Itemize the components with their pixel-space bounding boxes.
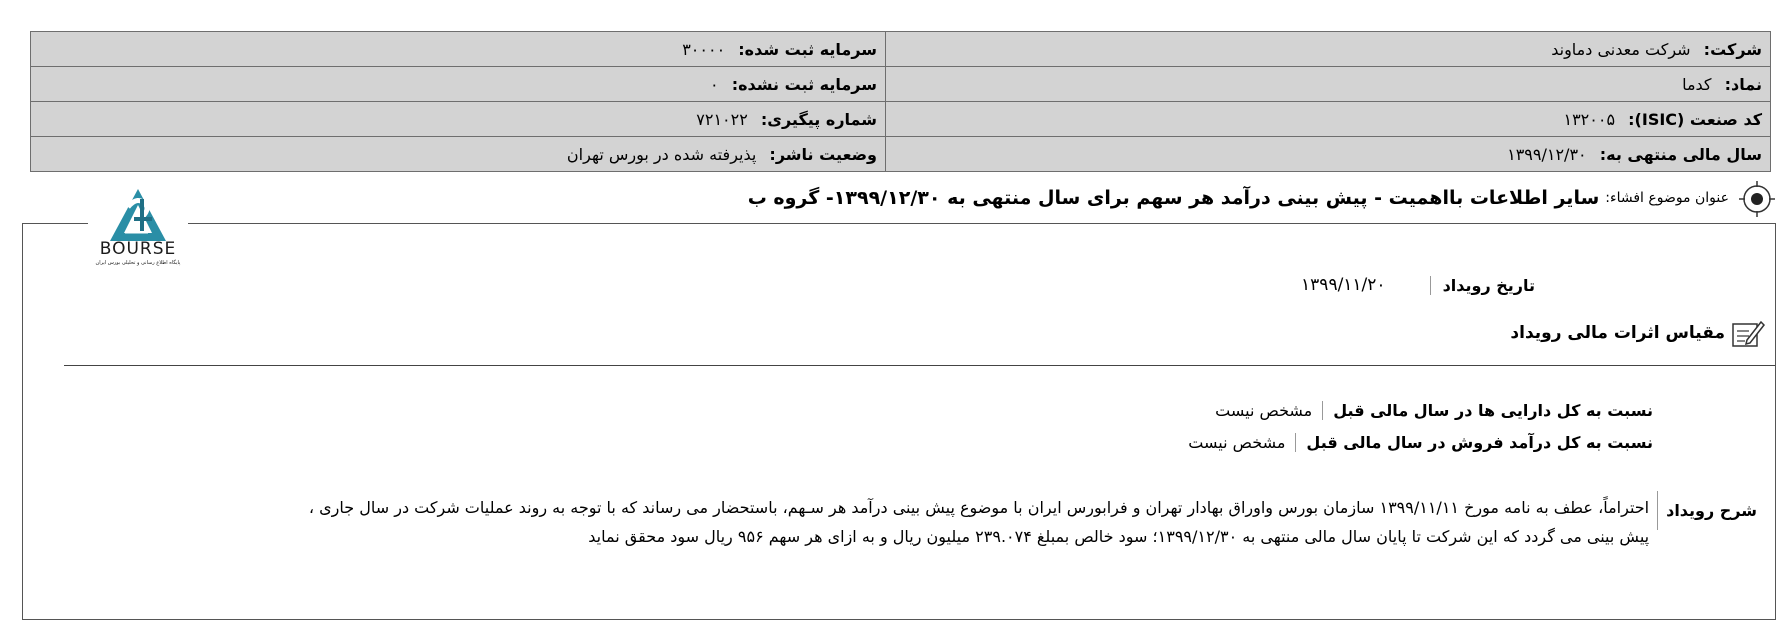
ratio-label: نسبت به کل دارایی ها در سال مالی قبل [1322, 401, 1653, 420]
symbol-label: نماد: [1724, 74, 1762, 94]
fiscal-year-cell [886, 137, 1771, 172]
ratio-row [1215, 401, 1653, 420]
info-row [31, 32, 1771, 67]
info-row [31, 67, 1771, 102]
bourse-logo [88, 185, 188, 265]
edit-note-icon [1731, 318, 1765, 348]
unregistered-capital-value: ۰ [710, 74, 719, 94]
event-description [309, 493, 1757, 551]
registered-capital-value: ۳۰۰۰۰ [682, 39, 726, 59]
symbol-value: کدما [1682, 74, 1712, 94]
registered-capital-cell [31, 32, 886, 67]
financial-impact-heading [1510, 318, 1765, 348]
logo-subtitle: پایگاه اطلاع رسانی و تحلیلی بورس ایران [95, 260, 181, 266]
isic-label: کد صنعت (ISIC): [1628, 109, 1762, 129]
logo-word: BOURSE [99, 239, 177, 259]
disclosure-subject [220, 175, 1729, 221]
ratio-row [1188, 433, 1653, 452]
description-line: احتراماً، عطف به نامه مورخ ۱۳۹۹/۱۱/۱۱ سازمان بورس واوراق بهادار تهران و فرابورس ایران با موضوع پیش بینی درآمد هر سـهم، باستحضار می رساند که با توجه به روند عملیات شرکت در سال جاری ، [308, 498, 1650, 517]
publisher-status-value: پذیرفته شده در بورس تهران [566, 144, 757, 164]
event-date-label: تاریخ رویداد [1430, 276, 1535, 295]
description-label: شرح رویداد [1657, 491, 1757, 530]
company-label: شرکت: [1703, 39, 1762, 59]
info-row [31, 102, 1771, 137]
target-icon [1739, 181, 1775, 217]
company-cell [886, 32, 1771, 67]
ratio-label: نسبت به کل درآمد فروش در سال مالی قبل [1295, 433, 1653, 452]
publisher-status-label: وضعیت ناشر: [769, 144, 877, 164]
info-row [31, 137, 1771, 172]
event-date-row [1301, 275, 1535, 295]
section-title: مقیاس اثرات مالی رویداد [1510, 323, 1725, 343]
unregistered-capital-label: سرمایه ثبت نشده: [731, 74, 877, 94]
company-value: شرکت معدنی دماوند [1551, 39, 1691, 59]
unregistered-capital-cell [31, 67, 886, 102]
ratio-value: مشخص نیست [1188, 433, 1286, 452]
symbol-cell [886, 67, 1771, 102]
bourse-logo-icon [108, 185, 168, 243]
subject-title: سایر اطلاعات بااهمیت - پیش بینی درآمد هر سهم برای سال منتهی به ۱۳۹۹/۱۲/۳۰- گروه ب [747, 187, 1600, 209]
fiscal-year-label: سال مالی منتهی به: [1599, 144, 1762, 164]
publisher-status-cell [31, 137, 886, 172]
tracking-value: ۷۲۱۰۲۲ [696, 109, 748, 129]
subject-label: عنوان موضوع افشاء: [1605, 190, 1729, 206]
ratio-value: مشخص نیست [1215, 401, 1313, 420]
isic-value: ۱۳۲۰۰۵ [1563, 109, 1616, 129]
section-divider [64, 365, 1775, 366]
description-text [309, 493, 1649, 551]
registered-capital-label: سرمایه ثبت شده: [738, 39, 877, 59]
tracking-cell [31, 102, 886, 137]
fiscal-year-value: ۱۳۹۹/۱۲/۳۰ [1507, 144, 1587, 164]
company-info-table [30, 31, 1771, 172]
description-line: پیش بینی می گردد که این شرکت تا پایان سال مالی منتهی به ۱۳۹۹/۱۲/۳۰؛ سود خالص بمبلغ ۲۳۹.۰۷۴ میلیون ریال و به ازای هر سهم ۹۵۶ ریال سود محقق نماید [588, 527, 1650, 546]
event-date-value: ۱۳۹۹/۱۱/۲۰ [1301, 275, 1386, 295]
isic-cell [886, 102, 1771, 137]
tracking-label: شماره پیگیری: [760, 109, 877, 129]
